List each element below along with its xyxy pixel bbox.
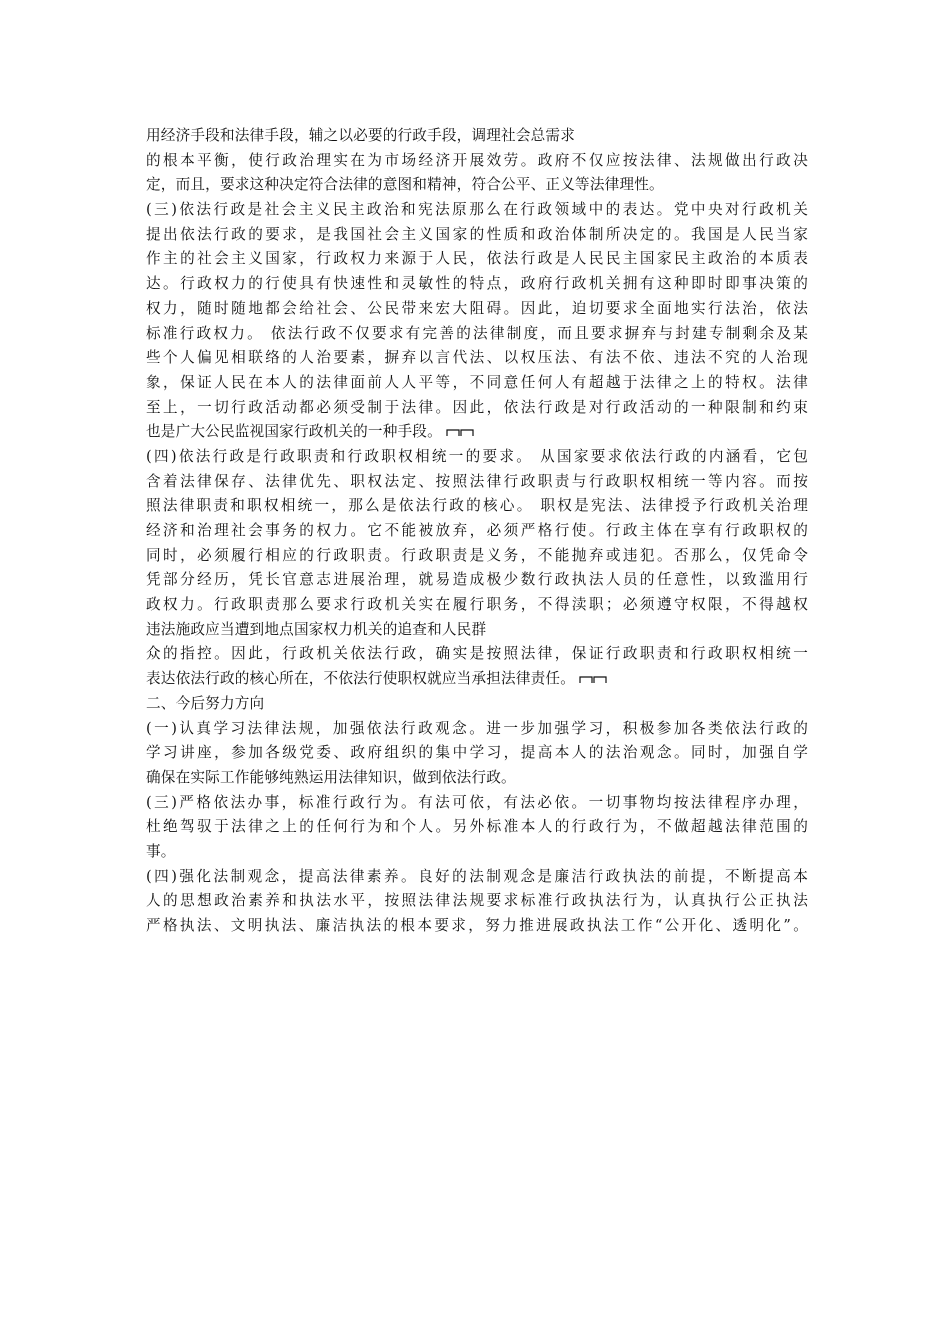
text-line	[146, 692, 808, 717]
line-text: 的根本平衡，使行政治理实在为市场经济开展效劳。政府不仅应按法律、法规做出行政决	[146, 151, 808, 169]
text-line	[146, 865, 808, 890]
line-text: (三)严格依法办事，标准行政行为。有法可依，有法必依。一切事物均按法律程序办理，	[146, 793, 808, 811]
line-text: 事。	[146, 842, 176, 860]
line-text: 作主的社会主义国家，行政权力来源于人民，依法行政是人民民主国家民主政治的本质表	[146, 250, 808, 268]
footnote-bracket-icon	[446, 428, 474, 437]
text-line	[146, 914, 808, 939]
text-line	[146, 791, 808, 816]
text-line	[146, 889, 808, 914]
line-text: 用经济手段和法律手段，辅之以必要的行政手段，调理社会总需求	[146, 127, 576, 144]
text-line	[146, 519, 808, 544]
text-line	[146, 124, 808, 149]
line-text: 确保在实际工作能够纯熟运用法律知识，做到依法行政。	[146, 768, 516, 786]
text-line	[146, 766, 808, 791]
line-text: 标准行政权力。 依法行政不仅要求有完善的法律制度，而且要求摒弃与封建专制剩余及某	[146, 324, 808, 342]
text-line	[146, 840, 808, 865]
line-text: 达。行政权力的行使具有快速性和灵敏性的特点，政府行政机关拥有这种即时即事决策的	[146, 275, 808, 293]
line-text: 凭部分经历，凭长官意志进展治理，就易造成极少数行政执法人员的任意性，以致滥用行	[146, 571, 808, 589]
text-line	[146, 346, 808, 371]
text-line	[146, 272, 808, 297]
footnote-bracket-icon	[579, 675, 607, 684]
line-text: 些个人偏见相联络的人治要素，摒弃以言代法、以权压法、有法不依、违法不究的人治现	[146, 349, 808, 367]
line-text: 违法施政应当遭到地点国家权力机关的追查和人民群	[146, 620, 487, 638]
text-line	[146, 667, 808, 692]
line-text: 含着法律保存、法律优先、职权法定、按照法律行政职责与行政职权相统一等内容。而按	[146, 472, 808, 490]
text-line	[146, 445, 808, 470]
text-line	[146, 494, 808, 519]
line-text: 提出依法行政的要求，是我国社会主义国家的性质和政治体制所决定的。我国是人民当家	[146, 225, 808, 243]
line-text: 表达依法行政的核心所在，不依法行使职权就应当承担法律责任。	[146, 670, 576, 688]
text-line	[146, 593, 808, 618]
text-line	[146, 618, 808, 643]
text-line	[146, 396, 808, 421]
line-text: 众的指控。因此，行政机关依法行政，确实是按照法律，保证行政职责和行政职权相统一	[146, 645, 808, 663]
line-text: 也是广大公民监视国家行政机关的一种手段。	[146, 423, 442, 441]
text-line	[146, 642, 808, 667]
line-text: 至上，一切行政活动都必须受制于法律。因此，依法行政是对行政活动的一种限制和约束	[146, 398, 808, 416]
text-line	[146, 149, 808, 174]
text-line	[146, 544, 808, 569]
line-text: 杜绝驾驭于法律之上的任何行为和个人。另外标准本人的行政行为，不做超越法律范围的	[146, 818, 808, 836]
line-text: 照法律职责和职权相统一，那么是依法行政的核心。 职权是宪法、法律授予行政机关治理	[146, 497, 808, 515]
line-text: 象，保证人民在本人的法律面前人人平等，不同意任何人有超越于法律之上的特权。法律	[146, 373, 808, 391]
text-line	[146, 741, 808, 766]
line-text: 政权力。行政职责那么要求行政机关实在履行职务，不得渎职；必须遵守权限，不得越权	[146, 596, 808, 614]
text-line	[146, 322, 808, 347]
line-text: 权力，随时随地都会给社会、公民带来宏大阻碍。因此，迫切要求全面地实行法治，依法	[146, 299, 808, 317]
line-text: 人的思想政治素养和执法水平，按照法律法规要求标准行政执法行为，认真执行公正执法	[146, 892, 808, 910]
text-line	[146, 223, 808, 248]
text-line	[146, 815, 808, 840]
text-line	[146, 371, 808, 396]
text-line	[146, 297, 808, 322]
line-text: (一)认真学习法律法规，加强依法行政观念。进一步加强学习，积极参加各类依法行政的	[146, 719, 808, 737]
line-text: 定，而且，要求这种决定符合法律的意图和精神，符合公平、正义等法律理性。	[146, 176, 664, 194]
line-text: 二、今后努力方向	[146, 694, 265, 712]
text-line	[146, 717, 808, 742]
text-line	[146, 198, 808, 223]
line-text: (四)强化法制观念，提高法律素养。良好的法制观念是廉洁行政执法的前提，不断提高本	[146, 867, 808, 885]
line-text: (四)依法行政是行政职责和行政职权相统一的要求。 从国家要求依法行政的内涵看，它包	[146, 447, 808, 465]
line-text: 经济和治理社会事务的权力。它不能被放弃，必须严格行使。行政主体在享有行政职权的	[146, 522, 808, 539]
line-text: (三)依法行政是社会主义民主政治和宪法原那么在行政领域中的表达。党中央对行政机关	[146, 201, 808, 219]
line-text: 学习讲座，参加各级党委、政府组织的集中学习，提高本人的法治观念。同时，加强自学	[146, 744, 808, 762]
text-line	[146, 568, 808, 593]
document-body	[146, 124, 808, 939]
line-text: 严格执法、文明执法、廉洁执法的根本要求，努力推进展政执法工作“公开化、透明化”。	[146, 917, 808, 934]
text-line	[146, 247, 808, 272]
text-line	[146, 420, 808, 445]
line-text: 同时，必须履行相应的行政职责。行政职责是义务，不能抛弃或违犯。否那么，仅凭命令	[146, 546, 808, 564]
text-line	[146, 173, 808, 198]
text-line	[146, 470, 808, 495]
